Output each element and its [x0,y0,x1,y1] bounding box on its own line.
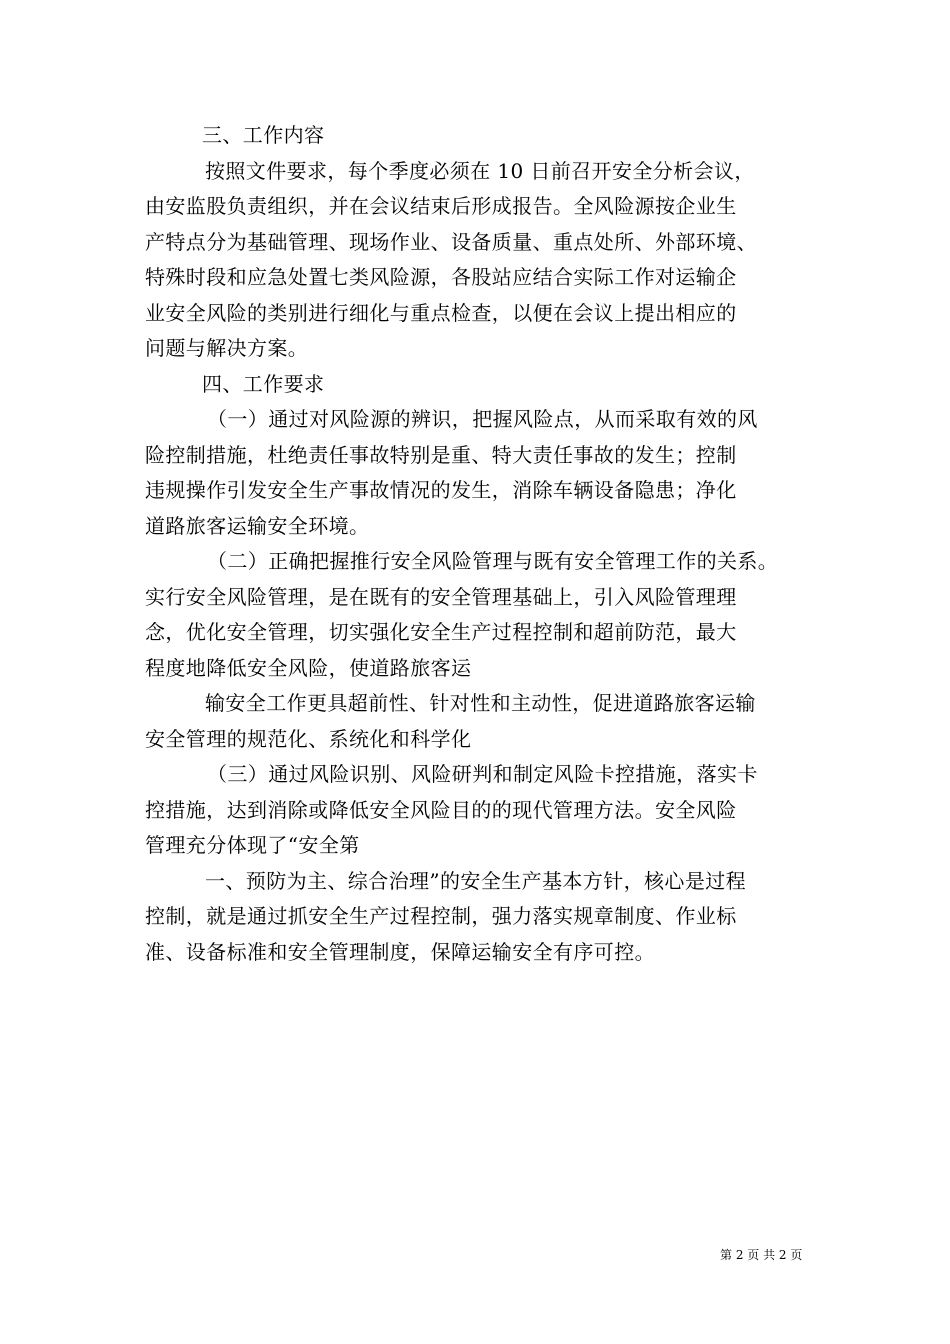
document-body [145,118,817,970]
paragraph-line: 三、工作内容 [202,123,325,147]
paragraph-line: 念，优化安全管理，切实强化安全生产过程控制和超前防范，最大 [145,620,737,644]
paragraph-line: 四、工作要求 [202,371,325,396]
paragraph-line: 由安监股负责组织，并在会议结束后形成报告。全风险源按企业生 [145,194,737,218]
paragraph-line: 产特点分为基础管理、现场作业、设备质量、重点处所、外部环境、 [145,229,757,254]
paragraph-line: 准、设备标准和安全管理制度，保障运输安全有序可控。 [145,939,655,964]
paragraph-line: 安全管理的规范化、系统化和科学化 [145,726,472,751]
paragraph-line: 特殊时段和应急处置七类风险源，各股站应结合实际工作对运输企 [145,265,737,289]
page-number-footer: 第 2 页 共 2 页 [720,1248,803,1262]
paragraph-line: 程度地降低安全风险，使道路旅客运 [145,655,472,680]
paragraph-line: 问题与解决方案。 [145,336,309,360]
paragraph-line: 一、预防为主、综合治理”的安全生产基本方针，核心是过程 [205,868,747,893]
paragraph-line: 控措施，达到消除或降低安全风险目的的现代管理方法。安全风险 [145,797,737,822]
paragraph-line: 道路旅客运输安全环境。 [145,513,370,538]
paragraph-line: 险控制措施，杜绝责任事故特别是重、特大责任事故的发生；控制 [145,442,737,467]
paragraph-line: 实行安全风险管理，是在既有的安全管理基础上，引入风险管理理 [145,584,737,609]
paragraph-line: 业安全风险的类别进行细化与重点检查，以便在会议上提出相应的 [145,300,737,325]
paragraph-line: 违规操作引发安全生产事故情况的发生，消除车辆设备隐患；净化 [145,478,737,502]
paragraph-line: 按照文件要求，每个季度必须在 10 日前召开安全分析会议， [205,158,755,183]
paragraph-line: （二）正确把握推行安全风险管理与既有安全管理工作的关系。 [207,549,779,573]
paragraph-line: 管理充分体现了“安全第 [145,833,360,857]
paragraph-line: （一）通过对风险源的辨识，把握风险点，从而采取有效的风 [207,407,758,431]
paragraph-line: （三）通过风险识别、风险研判和制定风险卡控措施，落实卡 [207,762,758,786]
paragraph-line: 控制，就是通过抓安全生产过程控制，强力落实规章制度、作业标 [145,904,737,928]
paragraph-line: 输安全工作更具超前性、针对性和主动性，促进道路旅客运输 [205,691,756,715]
